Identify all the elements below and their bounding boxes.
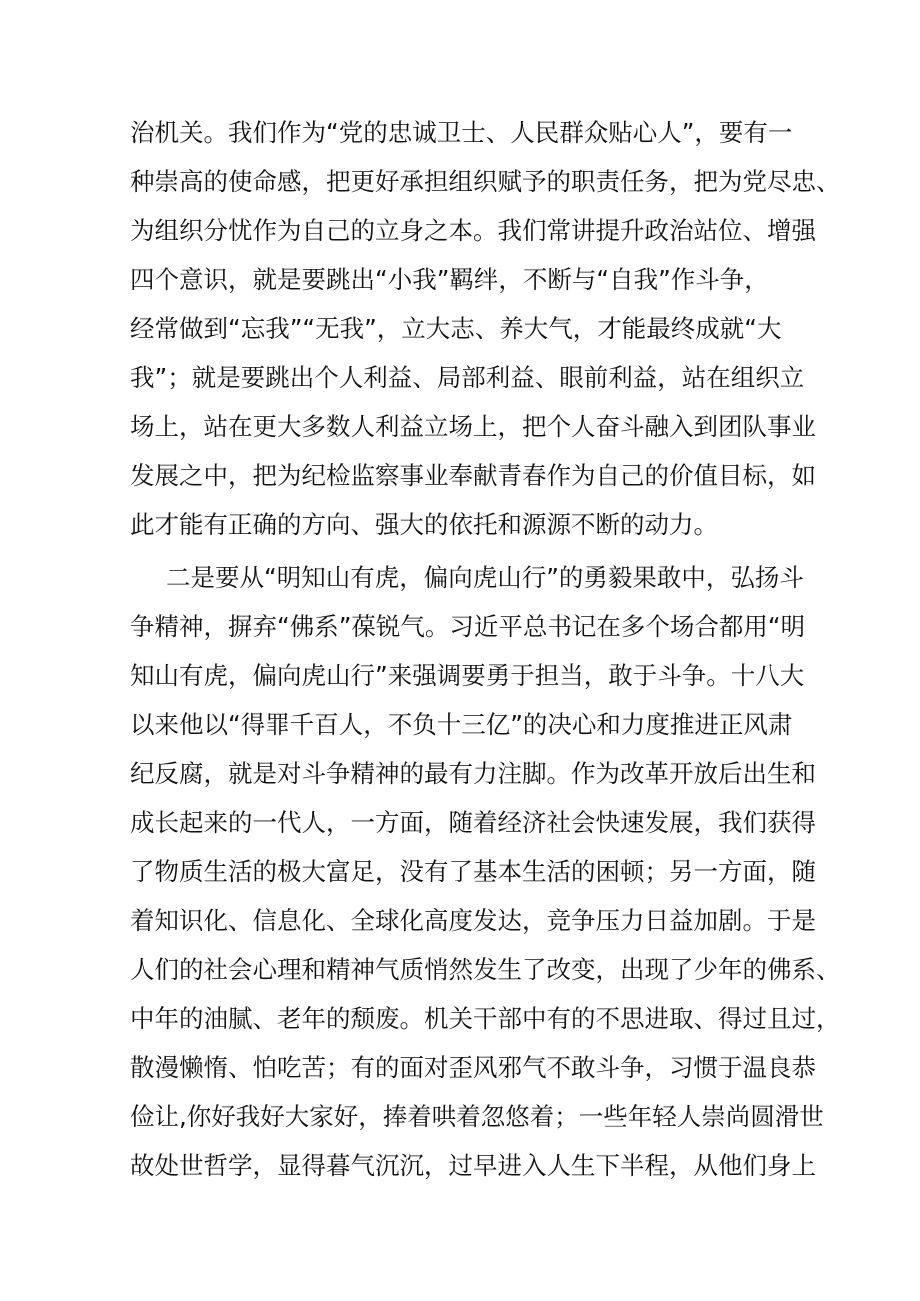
paragraph-line: 了物质生活的极大富足，没有了基本生活的困顿；另一方面，随 — [130, 857, 816, 886]
paragraph-line: 治机关。我们作为“党的忠诚卫士、人民群众贴心人”，要有一 — [130, 118, 793, 147]
paragraph-line: 四个意识，就是要跳出“小我”羁绊，不断与“自我”作斗争， — [130, 265, 769, 294]
paragraph-line: 着知识化、信息化、全球化高度发达，竞争压力日益加剧。于是 — [130, 906, 816, 935]
paragraph-line: 纪反腐，就是对斗争精神的最有力注脚。作为改革开放后出生和 — [130, 759, 816, 788]
paragraph-line: 散漫懒惰、怕吃苦；有的面对歪风邪气不敢斗争，习惯于温良恭 — [130, 1053, 816, 1082]
paragraph-line: 故处世哲学，显得暮气沉沉，过早进入人生下半程，从他们身上 — [130, 1151, 816, 1180]
paragraph-line: 场上，站在更大多数人利益立场上，把个人奋斗融入到团队事业 — [130, 412, 816, 441]
paragraph-line: 人们的社会心理和精神气质悄然发生了改变，出现了少年的佛系、 — [130, 955, 841, 984]
paragraph-line: 经常做到“忘我”“无我”，立大志、养大气，才能最终成就“大 — [130, 314, 782, 343]
paragraph-line: 发展之中，把为纪检监察事业奉献青春作为自己的价值目标，如 — [130, 461, 816, 490]
paragraph-line: 俭让,你好我好大家好，捧着哄着忽悠着；一些年轻人崇尚圆滑世 — [130, 1102, 824, 1131]
paragraph-line: 种崇高的使命感，把更好承担组织赋予的职责任务，把为党尽忠、 — [130, 167, 841, 196]
paragraph-line: 知山有虎，偏向虎山行”来强调要勇于担当，敢于斗争。十八大 — [130, 661, 805, 690]
paragraph-2 — [130, 553, 841, 1190]
paragraph-line: 中年的油腻、老年的颓废。机关干部中有的不思进取、得过且过， — [130, 1004, 841, 1033]
paragraph-1 — [130, 108, 841, 549]
paragraph-line: 此才能有正确的方向、强大的依托和源源不断的动力。 — [130, 510, 718, 539]
paragraph-line: 以来他以“得罪千百人，不负十三亿”的决心和力度推进正风肃 — [130, 710, 793, 739]
paragraph-line: 为组织分忧作为自己的立身之本。我们常讲提升政治站位、增强 — [130, 216, 816, 245]
paragraph-line: 成长起来的一代人，一方面，随着经济社会快速发展，我们获得 — [130, 808, 816, 837]
paragraph-line: 二是要从“明知山有虎，偏向虎山行”的勇毅果敢中，弘扬斗 — [166, 563, 804, 592]
paragraph-line: 我”；就是要跳出个人利益、局部利益、眼前利益，站在组织立 — [130, 363, 805, 392]
paragraph-line: 争精神，摒弃“佛系”葆锐气。习近平总书记在多个场合都用“明 — [130, 612, 806, 641]
